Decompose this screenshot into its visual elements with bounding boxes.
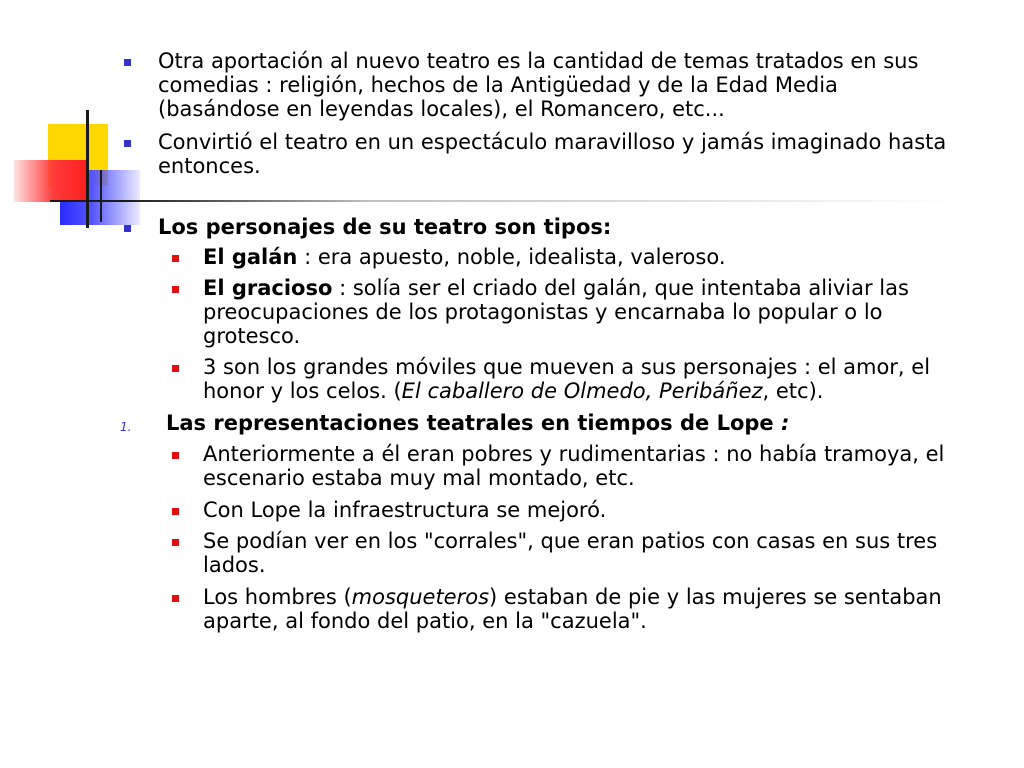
- bullet-icon: [172, 508, 179, 515]
- numbered-marker: 1.: [120, 420, 132, 434]
- decoration-vertical-line-short: [100, 170, 102, 222]
- moviles-text-end: , etc).: [762, 379, 824, 403]
- section-heading-representaciones: [166, 411, 956, 435]
- bullet-icon: [124, 140, 131, 147]
- representaciones-colon: :: [780, 411, 790, 435]
- decoration-red-gradient: [14, 160, 86, 202]
- term-galan: El galán: [203, 245, 298, 269]
- bullet-icon: [172, 365, 179, 372]
- representaciones-heading-text: Las representaciones teatrales en tiempos de Lope: [166, 411, 781, 435]
- sub-bullet-infraestructura: Con Lope la infraestructura se mejoró.: [203, 498, 607, 522]
- mosqueteros-italic: mosqueteros: [351, 585, 490, 609]
- section-heading-personajes: Los personajes de su teatro son tipos:: [158, 215, 612, 239]
- bullet-icon: [124, 59, 131, 66]
- moviles-text: 3 son los grandes móviles que mueven a sus personajes : el amor, el honor y los celos. (: [203, 355, 931, 403]
- sub-bullet-corrales: Se podían ver en los "corrales", que eran patios con casas en sus tres lados.: [203, 529, 938, 577]
- bullet-text-1: Otra aportación al nuevo teatro es la cantidad de temas tratados en sus comedias : religión, hechos de la Antigüedad y de la Edad Media (basándose en leyendas locales), el Romancero, etc...: [158, 49, 919, 121]
- decoration-horizontal-line: [50, 200, 960, 202]
- moviles-works-italic: El caballero de Olmedo, Peribáñez: [401, 379, 763, 403]
- desc-galan: : era apuesto, noble, idealista, valeroso.: [297, 245, 726, 269]
- sub-bullet-mosqueteros: [203, 585, 973, 633]
- sub-bullet-moviles: [203, 355, 973, 403]
- bullet-icon: [124, 225, 131, 232]
- bullet-icon: [172, 452, 179, 459]
- bullet-icon: [172, 595, 179, 602]
- bullet-icon: [172, 286, 179, 293]
- mosqueteros-text: Los hombres (: [203, 585, 352, 609]
- sub-bullet-anteriormente: Anteriormente a él eran pobres y rudimentarias : no había tramoya, el escenario estaba muy mal montado, etc.: [203, 442, 945, 490]
- desc-gracioso: : solía ser el criado del galán, que intentaba aliviar las preocupaciones de los protagonistas y encarnaba lo popular o lo grotesco.: [203, 276, 909, 348]
- bullet-text-2: Convirtió el teatro en un espectáculo maravilloso y jamás imaginado hasta entonces.: [158, 130, 947, 178]
- bullet-icon: [172, 539, 179, 546]
- decoration-vertical-line: [86, 110, 89, 228]
- mosqueteros-text-end: ) estaban de pie y las mujeres se sentaban aparte, al fondo del patio, en la "cazuela".: [203, 585, 942, 633]
- term-gracioso: El gracioso: [203, 276, 333, 300]
- sub-bullet-galan: [203, 245, 973, 269]
- sub-bullet-gracioso: [203, 276, 973, 348]
- bullet-icon: [172, 255, 179, 262]
